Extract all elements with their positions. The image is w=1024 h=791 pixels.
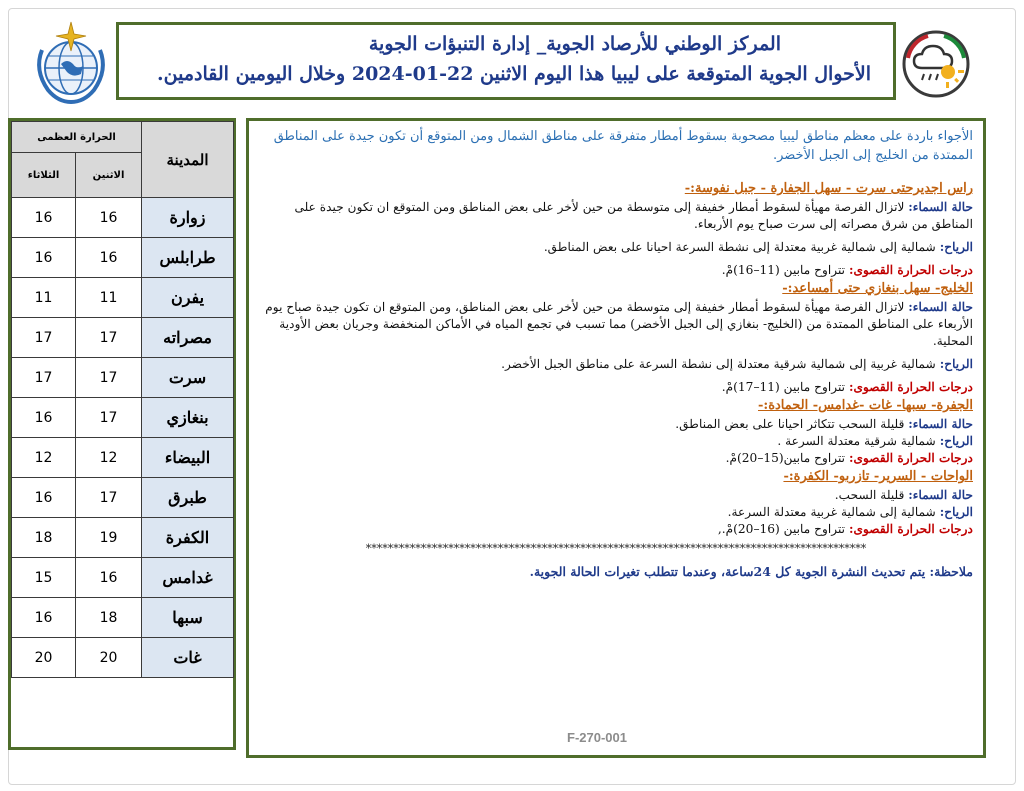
table-row bbox=[12, 478, 234, 518]
forecast-region bbox=[259, 467, 973, 538]
sky-label: حالة السماء: bbox=[908, 488, 973, 502]
city-name: زوارة bbox=[142, 198, 234, 238]
wind-line bbox=[259, 239, 973, 256]
table-row bbox=[12, 558, 234, 598]
temp-text: تتراوح مابين (11–16)مْ. bbox=[721, 263, 846, 277]
wind-line bbox=[259, 433, 973, 450]
header-box bbox=[116, 22, 896, 100]
forecast-text-box bbox=[246, 118, 986, 758]
table-row bbox=[12, 318, 234, 358]
day1-temp: 16 bbox=[76, 238, 142, 278]
table-row bbox=[12, 358, 234, 398]
day2-temp: 17 bbox=[12, 358, 76, 398]
sky-text: قليلة السحب. bbox=[834, 488, 905, 502]
day1-temp: 16 bbox=[76, 198, 142, 238]
city-name: طبرق bbox=[142, 478, 234, 518]
day2-temp: 20 bbox=[12, 638, 76, 678]
day2-temp: 17 bbox=[12, 318, 76, 358]
temp-text: تتراوح مابين (11–17)مْ. bbox=[721, 380, 846, 394]
forecast-region bbox=[259, 279, 973, 396]
sky-label: حالة السماء: bbox=[908, 417, 973, 431]
day2-temp: 11 bbox=[12, 278, 76, 318]
table-row bbox=[12, 398, 234, 438]
day1-temp: 19 bbox=[76, 518, 142, 558]
region-title: الجفرة- سبها- غات -غدامس- الحمادة:- bbox=[758, 398, 973, 413]
temperature-table bbox=[11, 121, 234, 678]
day2-temp: 16 bbox=[12, 398, 76, 438]
wind-text: شمالية إلى شمالية غربية معتدلة إلى نشطة السرعة احيانا على بعض المناطق. bbox=[543, 240, 936, 254]
table-row bbox=[12, 638, 234, 678]
city-name: مصراته bbox=[142, 318, 234, 358]
wind-label: الرياح: bbox=[939, 434, 973, 448]
wmo-emblem-icon bbox=[28, 20, 114, 106]
wind-label: الرياح: bbox=[939, 240, 973, 254]
table-row bbox=[12, 438, 234, 478]
day1-temp: 17 bbox=[76, 398, 142, 438]
day2-temp: 16 bbox=[12, 198, 76, 238]
header-title: المركز الوطني للأرصاد الجوية_ إدارة التنبؤات الجوية bbox=[368, 33, 781, 55]
forecast-intro: الأجواء باردة على معظم مناطق ليبيا مصحوبة بسقوط أمطار متفرقة على مناطق الشمال ومن المتوقع أن تكون جيدة على المناطق الممتدة من الخليج إلى الجبل الأخضر. bbox=[273, 129, 973, 163]
table-row bbox=[12, 278, 234, 318]
day1-temp: 11 bbox=[76, 278, 142, 318]
temp-label: درجات الحرارة القصوى: bbox=[848, 380, 973, 394]
weather-cloud-sun-icon bbox=[900, 28, 972, 100]
forecast-region bbox=[259, 396, 973, 467]
header-subtitle: الأحوال الجوية المتوقعة على ليبيا هذا اليوم الاثنين 22-01-2024 وخلال اليومين القادمين. bbox=[157, 63, 871, 85]
day1-temp: 16 bbox=[76, 558, 142, 598]
day2-temp: 16 bbox=[12, 478, 76, 518]
day2-header: الثلاثاء bbox=[12, 153, 76, 198]
regions-list bbox=[259, 179, 973, 538]
city-name: بنغازي bbox=[142, 398, 234, 438]
day1-temp: 17 bbox=[76, 478, 142, 518]
temp-label: درجات الحرارة القصوى: bbox=[848, 263, 973, 277]
sky-text: قليلة السحب تتكاثر احيانا على بعض المناطق. bbox=[675, 417, 905, 431]
region-title: الخليج- سهل بنغازي حتى أمساعد:- bbox=[782, 281, 973, 296]
temp-label: درجات الحرارة القصوى: bbox=[848, 451, 973, 465]
temp-text: تتراوح مابين(15–20)مْ. bbox=[725, 451, 846, 465]
update-note: ملاحظة: يتم تحديث النشرة الجوية كل 24ساعة، وعندما تتطلب تغيرات الحالة الجوية. bbox=[529, 564, 973, 579]
wind-label: الرياح: bbox=[939, 505, 973, 519]
sky-line bbox=[259, 199, 973, 233]
city-name: يفرن bbox=[142, 278, 234, 318]
day1-temp: 18 bbox=[76, 598, 142, 638]
wind-line bbox=[259, 504, 973, 521]
wind-text: شمالية إلى شمالية غربية معتدلة السرعة. bbox=[727, 505, 936, 519]
temperature-table-box bbox=[8, 118, 236, 750]
sky-text: لاتزال الفرصة مهيأة لسقوط أمطار خفيفة إلى متوسطة من حين لأخر على بعض المناطق، ومن المتوقع ان تكون جيدة صباح يوم الأربعاء على المناطق الممتدة من (الخليج- بنغازي إلى الجبل الأخضر) مما تسبب في تجمع المياه في الأماكن المنخفضة وجريان بعض الأودية المحلية. bbox=[265, 300, 973, 348]
day2-temp: 16 bbox=[12, 238, 76, 278]
table-row bbox=[12, 198, 234, 238]
wind-line bbox=[259, 356, 973, 373]
temp-line bbox=[259, 521, 973, 538]
city-name: سرت bbox=[142, 358, 234, 398]
separator-stars: ******************************************************************************************* bbox=[365, 542, 867, 555]
sky-label: حالة السماء: bbox=[908, 200, 973, 214]
temp-line bbox=[259, 262, 973, 279]
sky-line bbox=[259, 487, 973, 504]
city-name: البيضاء bbox=[142, 438, 234, 478]
day1-header: الاثنين bbox=[76, 153, 142, 198]
temp-line bbox=[259, 450, 973, 467]
city-name: سبها bbox=[142, 598, 234, 638]
sky-line bbox=[259, 299, 973, 350]
day1-temp: 20 bbox=[76, 638, 142, 678]
temp-label: درجات الحرارة القصوى: bbox=[848, 522, 973, 536]
table-row bbox=[12, 518, 234, 558]
city-name: غدامس bbox=[142, 558, 234, 598]
day2-temp: 12 bbox=[12, 438, 76, 478]
city-name: طرابلس bbox=[142, 238, 234, 278]
table-row bbox=[12, 598, 234, 638]
day2-temp: 16 bbox=[12, 598, 76, 638]
sky-line bbox=[259, 416, 973, 433]
sky-label: حالة السماء: bbox=[908, 300, 973, 314]
region-title: الواحات - السرير- تازربو- الكفرة:- bbox=[783, 469, 973, 484]
wind-text: شمالية غربية إلى شمالية شرقية معتدلة إلى نشطة السرعة على مناطق الجبل الأخضر. bbox=[501, 357, 936, 371]
form-code: F-270-001 bbox=[567, 730, 627, 745]
wind-text: شمالية شرقية معتدلة السرعة . bbox=[777, 434, 936, 448]
city-name: غات bbox=[142, 638, 234, 678]
day1-temp: 12 bbox=[76, 438, 142, 478]
wind-label: الرياح: bbox=[939, 357, 973, 371]
day2-temp: 15 bbox=[12, 558, 76, 598]
sky-text: لاتزال الفرصة مهيأة لسقوط أمطار خفيفة إلى متوسطة من حين لأخر على بعض المناطق ومن المتوقع ان تكون جيدة على المناطق من شرق مصراته إلى سرت صباح يوم الأربعاء. bbox=[294, 200, 973, 231]
temp-text: تتراوح مابين (16–20)مْ., bbox=[717, 522, 846, 536]
day1-temp: 17 bbox=[76, 318, 142, 358]
temp-line bbox=[259, 379, 973, 396]
day2-temp: 18 bbox=[12, 518, 76, 558]
forecast-region bbox=[259, 179, 973, 279]
day1-temp: 17 bbox=[76, 358, 142, 398]
city-name: الكفرة bbox=[142, 518, 234, 558]
max-temp-header: الحرارة العظمى bbox=[12, 122, 142, 153]
table-row bbox=[12, 238, 234, 278]
city-column-header: المدينة bbox=[142, 122, 234, 198]
region-title: راس اجديرحتى سرت - سهل الجفارة - جبل نفوسة:- bbox=[684, 181, 973, 196]
